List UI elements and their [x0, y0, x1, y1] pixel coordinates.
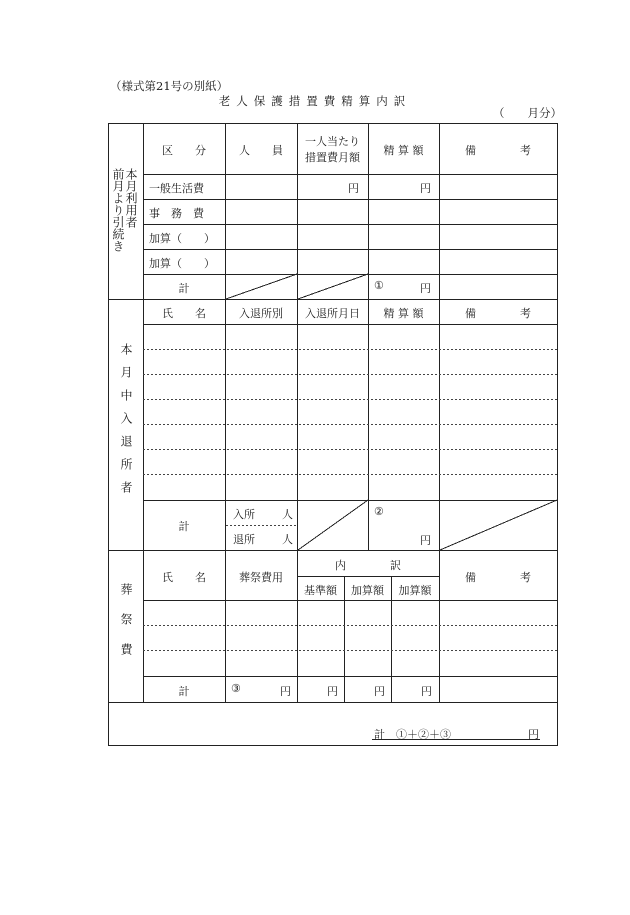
grand-total-yen: 円	[528, 728, 539, 741]
section2-side-label: 本月中入退所者	[119, 343, 133, 504]
yen-unit: 円	[280, 685, 291, 698]
total-marker-3: ③	[231, 682, 241, 695]
col-header-per-person-2: 措置費月額	[305, 151, 360, 164]
person-unit: 人	[282, 533, 293, 546]
row-label-general-living: 一般生活費	[149, 182, 204, 195]
person-unit: 人	[282, 508, 293, 521]
row-label-addition-2: 加算（ ）	[149, 257, 215, 270]
col-header-kubun: 区 分	[162, 144, 206, 157]
col-header-name: 氏 名	[162, 571, 206, 584]
col-header-addition-1: 加算額	[351, 584, 384, 597]
section1-total-label: 計	[178, 282, 190, 295]
col-header-biko: 備 考	[465, 144, 531, 157]
col-header-biko: 備 考	[465, 307, 531, 320]
yen-unit: 円	[421, 685, 432, 698]
month-field[interactable]: （ 月分）	[493, 106, 562, 120]
col-header-seisan: 精 算 額	[383, 144, 424, 157]
yen-unit: 円	[348, 182, 359, 195]
col-header-date: 入退所月日	[305, 307, 360, 320]
col-header-name: 氏 名	[162, 307, 206, 320]
col-header-base-amount: 基準額	[304, 584, 337, 597]
total-marker-1: ①	[374, 279, 384, 292]
col-header-funeral-cost: 葬祭費用	[239, 571, 283, 584]
row-label-office-expense: 事 務 費	[149, 207, 204, 220]
grand-total-label: 計 ①＋②＋③	[374, 728, 451, 741]
form-number-note: （様式第21号の別紙）	[110, 79, 229, 93]
section3-side-label: 葬祭費	[119, 583, 133, 673]
yen-unit: 円	[420, 182, 431, 195]
col-header-biko: 備 考	[465, 571, 531, 584]
yen-unit: 円	[420, 282, 431, 295]
total-marker-2: ②	[374, 505, 384, 518]
discharge-label: 退所	[233, 533, 255, 546]
section2-total-label: 計	[178, 520, 190, 533]
section1-side-label-users: 本月利用者	[124, 168, 138, 228]
col-header-type: 入退所別	[239, 307, 283, 320]
row-label-addition-1: 加算（ ）	[149, 232, 215, 245]
col-header-breakdown: 内 訳	[335, 559, 401, 572]
col-header-addition-2: 加算額	[398, 584, 432, 597]
section1-side-label-continuing: 前月より引続き	[111, 168, 125, 252]
col-header-seisan: 精 算 額	[383, 307, 424, 320]
yen-unit: 円	[420, 534, 431, 547]
section3-total-label: 計	[178, 685, 190, 698]
col-header-jinin: 人 員	[239, 144, 283, 157]
col-header-per-person-1: 一人当たり	[305, 135, 360, 148]
page-title: 老人保護措置費精算内訳	[218, 94, 412, 108]
yen-unit: 円	[327, 685, 338, 698]
yen-unit: 円	[374, 685, 385, 698]
admit-label: 入所	[233, 508, 255, 521]
